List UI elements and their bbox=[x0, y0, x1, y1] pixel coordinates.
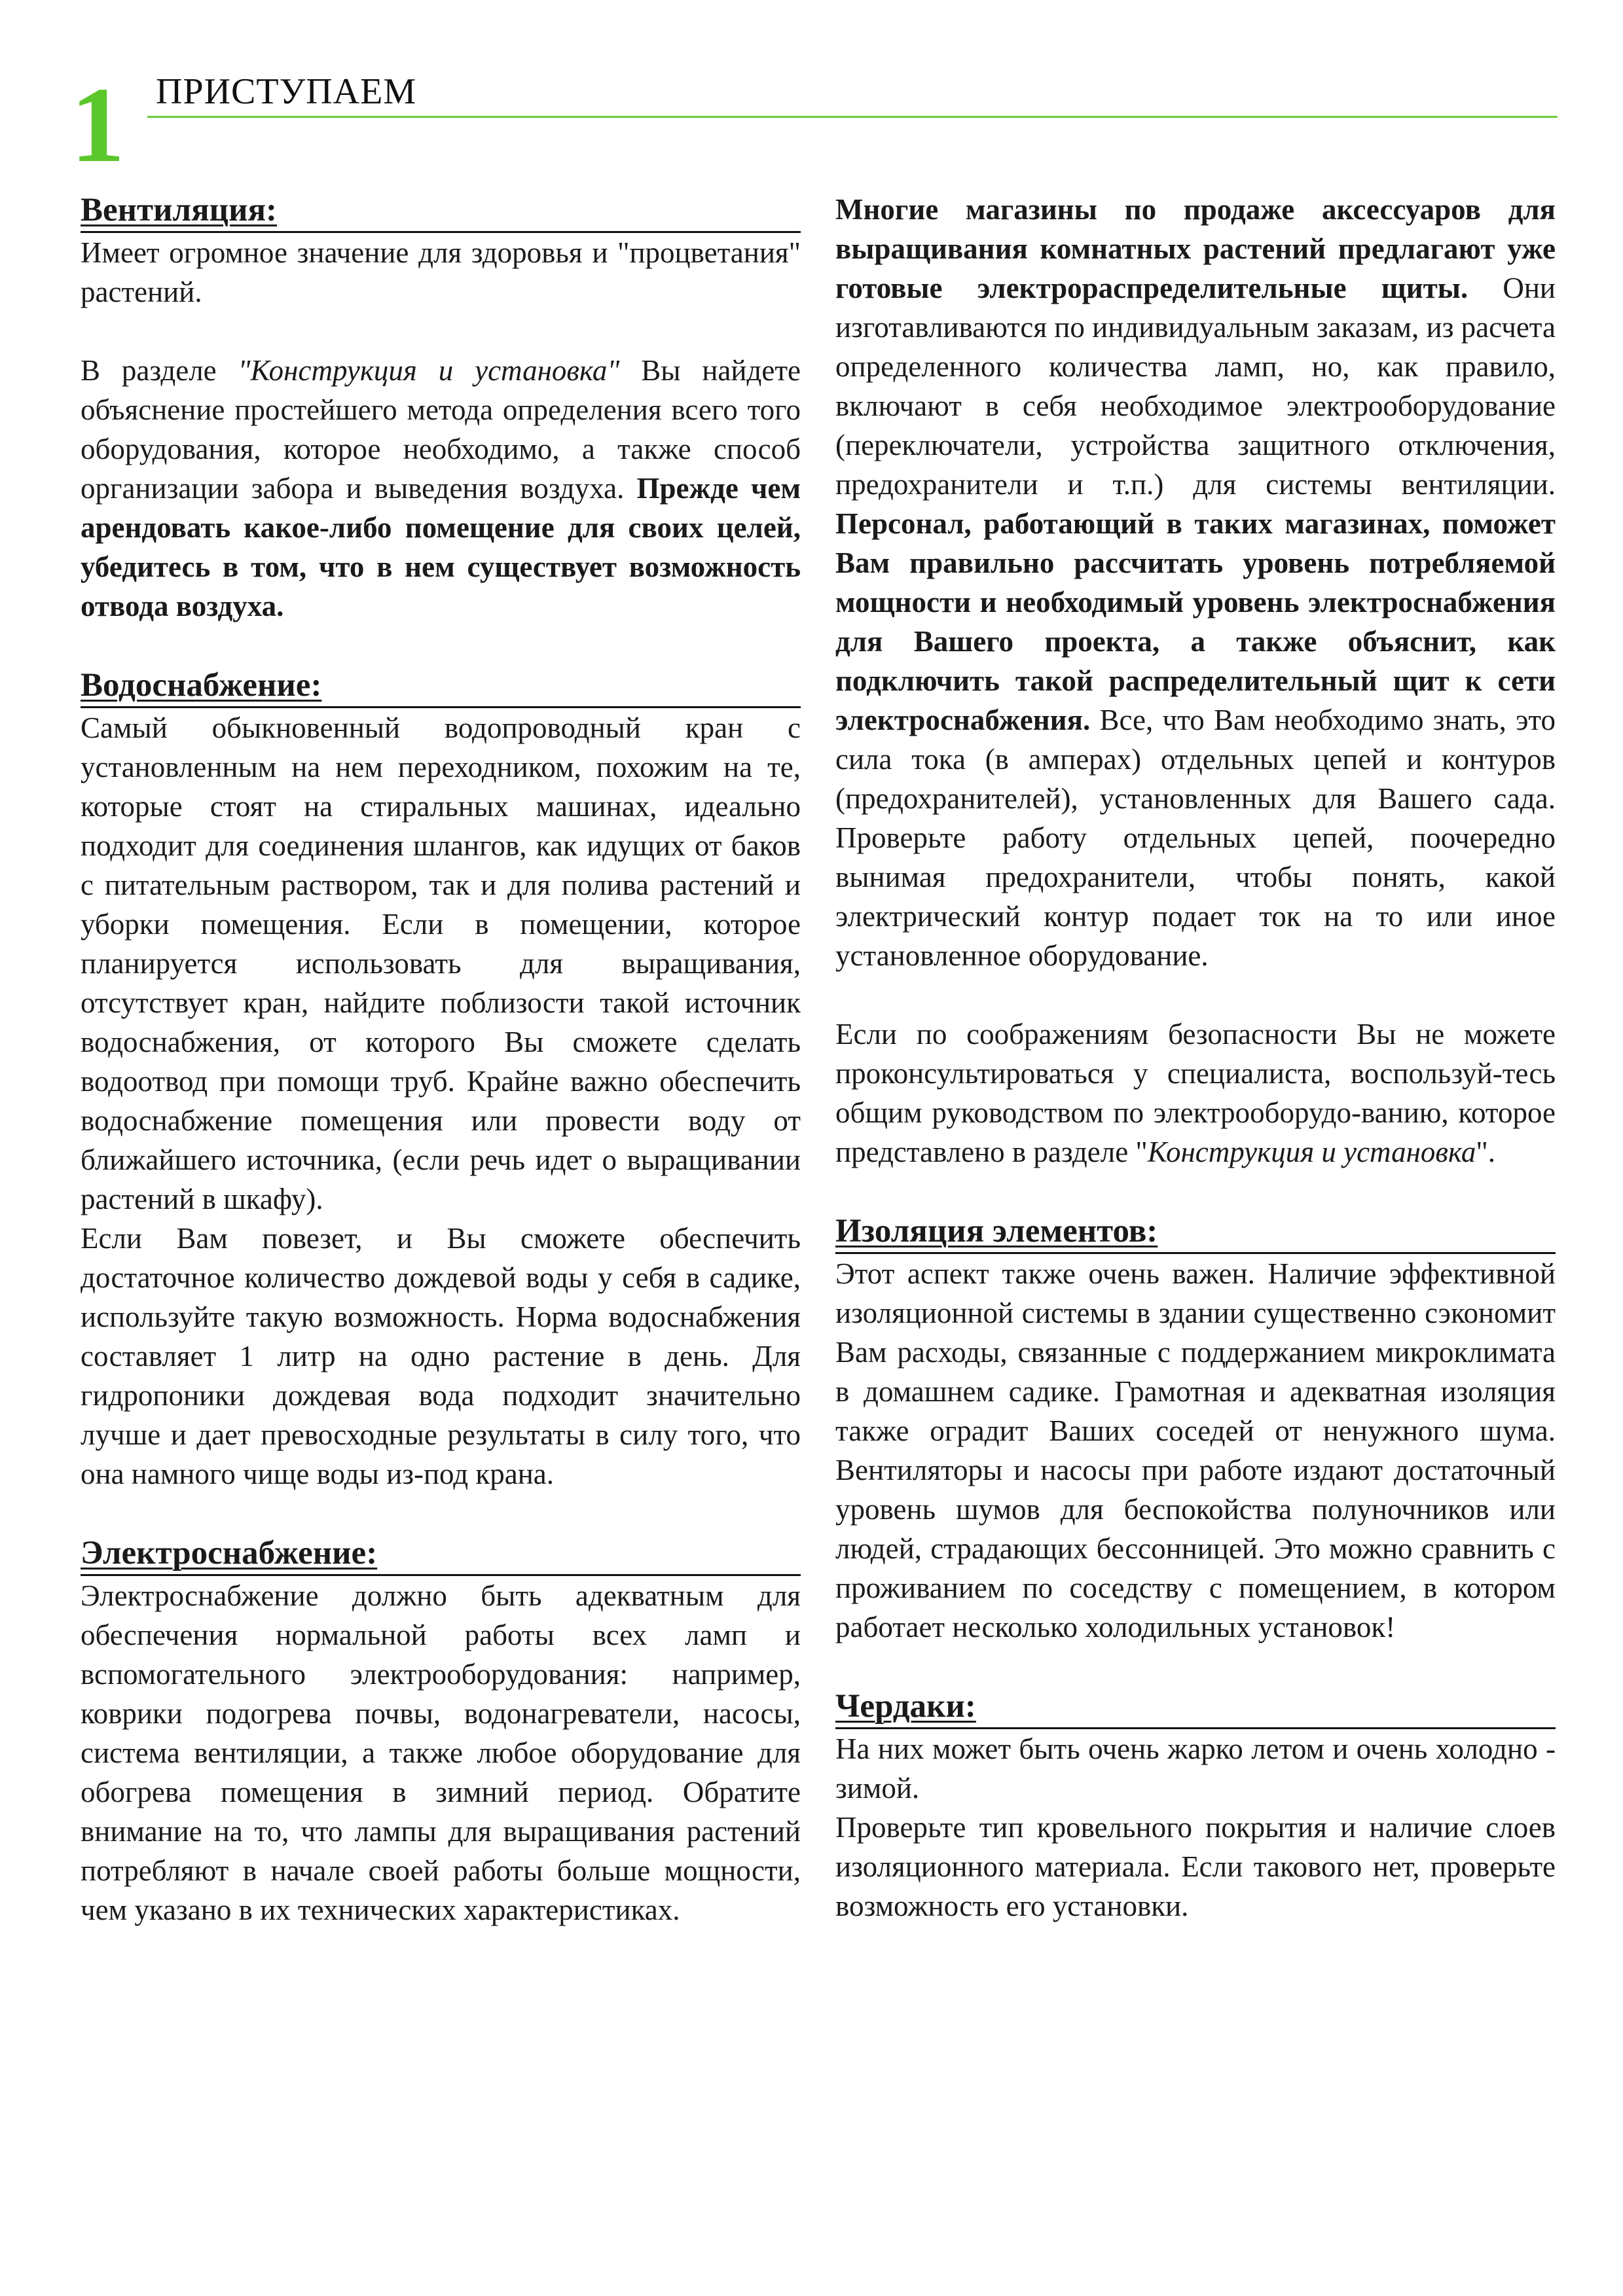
section-heading-electricity: Электроснабжение: bbox=[81, 1533, 801, 1576]
attics-paragraph-2: Проверьте тип кровельного покрытия и наличие слоев изоляционного материала. Если такового нет, проверьте возможность его установки. bbox=[835, 1811, 1556, 1922]
chapter-rule bbox=[147, 116, 1558, 118]
left-column bbox=[81, 190, 801, 1929]
insulation-paragraph-1: Этот аспект также очень важен. Наличие эффективной изоляционной системы в здании существенно сэкономит Вам расходы, связанные с поддержанием микроклимата в домашнем садике. Грамотная и адекватная изоляция также оградит Ваших соседей от ненужного шума. Вентиляторы и насосы при работе издают достаточный уровень шумов для беспокойства полуночников или людей, страдающих бессонницей. Это можно сравнить с проживанием по соседству с помещением, в котором работает несколько холодильных установок! bbox=[835, 1257, 1556, 1643]
attics-paragraph-1: На них может быть очень жарко летом и очень холодно - зимой. bbox=[835, 1732, 1556, 1804]
section-heading-attics: Чердаки: bbox=[835, 1686, 1556, 1729]
shops-paragraph-2: Если по соображениям безопасности Вы не можете проконсультироваться у специалиста, воспользуй-тесь общим руководством по электрооборудо-ванию, которое представлено в разделе "Конструкция и установка". bbox=[835, 1018, 1556, 1168]
shops-paragraph-1: Многие магазины по продаже аксессуаров для выращивания комнатных растений предлагают уже готовые электрораспределительные щиты. Они изготавливаются по индивидуальным заказам, из расчета определенного количества ламп, но, как правило, включают в себя необходимое электрооборудование (переключатели, устройства защитного отключения, предохранители и т.п.) для системы вентиляции. Персонал, работающий в таких магазинах, поможет Вам правильно рассчитать уровень потребляемой мощности и необходимый уровень электроснабжения для Вашего проекта, а также объяснит, как подключить такой распределительный щит к сети электроснабжения. Все, что Вам необходимо знать, это сила тока (в амперах) отдельных цепей и контуров (предохранителей), установленных для Вашего сада. Проверьте работу отдельных цепей, поочередно вынимая предохранители, чтобы понять, какой электрический контур подает ток на то или иное установленное оборудование. bbox=[835, 193, 1556, 972]
right-column bbox=[835, 190, 1556, 1926]
ventilation-paragraph-1: Имеет огромное значение для здоровья и "процветания" растений. bbox=[81, 236, 801, 308]
section-heading-ventilation: Вентиляция: bbox=[81, 190, 801, 233]
section-heading-insulation: Изоляция элементов: bbox=[835, 1211, 1556, 1254]
water-paragraph-2: Если Вам повезет, и Вы сможете обеспечить достаточное количество дождевой воды у себя в садике, используйте такую возможность. Норма водоснабжения составляет 1 литр на одно растение в день. Для гидропоники дождевая вода подходит значительно лучше и дает превосходные результаты в силу того, что она намного чище воды из-под крана. bbox=[81, 1222, 801, 1490]
section-heading-water: Водоснабжение: bbox=[81, 665, 801, 708]
ventilation-paragraph-2: В разделе "Конструкция и установка" Вы найдете объяснение простейшего метода определения всего того оборудования, которое необходимо, а также способ организации забора и выведения воздуха. Прежде чем арендовать какое-либо помещение для своих целей, убедитесь в том, что в нем существует возможность отвода воздуха. bbox=[81, 354, 801, 622]
chapter-number: 1 bbox=[71, 65, 125, 185]
water-paragraph-1: Самый обыкновенный водопроводный кран с установленным на нем переходником, похожим на те, которые стоят на стиральных машинах, идеально подходит для соединения шлангов, как идущих от баков с питательным раствором, так и для полива растений и уборки помещения. Если в помещении, которое планируется использовать для выращивания, отсутствует кран, найдите поблизости такой источник водоснабжения, от которого Вы сможете сделать водоотвод при помощи труб. Крайне важно обеспечить водоснабжение помещения или провести воду от ближайшего источника, (если речь идет о выращивании растений в шкафу). bbox=[81, 711, 801, 1215]
chapter-title: ПРИСТУПАЕМ bbox=[156, 71, 417, 112]
electricity-paragraph-1: Электроснабжение должно быть адекватным для обеспечения нормальной работы всех ламп и вспомогательного электрооборудования: например, коврики подогрева почвы, водонагреватели, насосы, система вентиляции, а также любое оборудование для обогрева помещения в зимний период. Обратите внимание на то, что лампы для выращивания растений потребляют в начале своей работы больше мощности, чем указано в их технических характеристиках. bbox=[81, 1579, 801, 1926]
